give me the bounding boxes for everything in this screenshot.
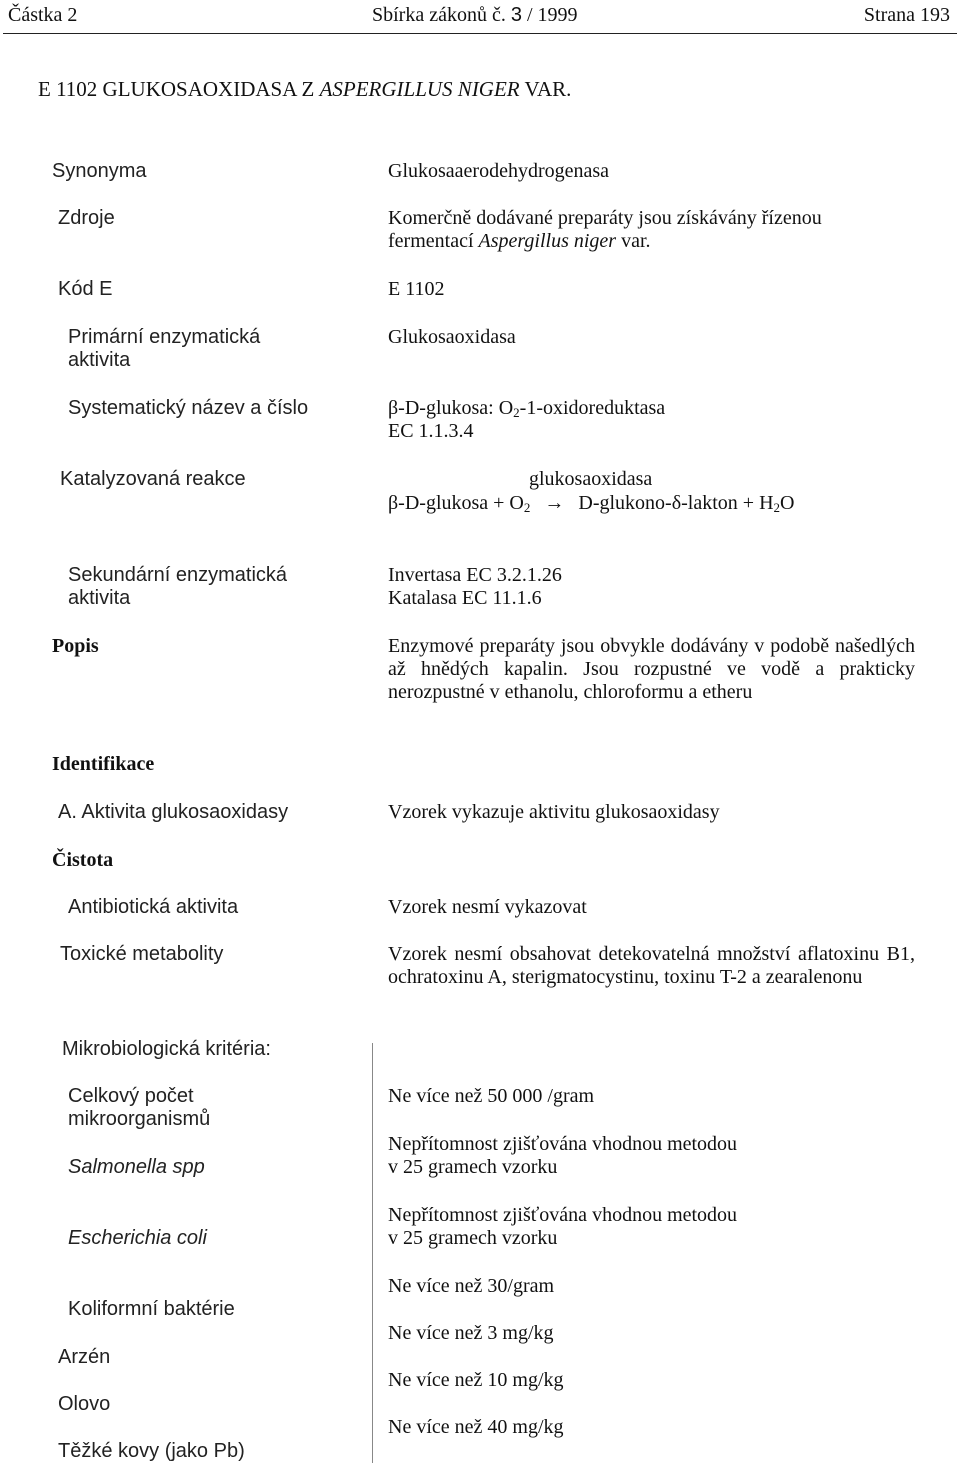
header-collection-suffix: / 1999: [521, 4, 578, 26]
toxicke-label: Toxické metabolity: [60, 943, 224, 965]
systematicky-value: [388, 397, 665, 420]
toxicke-value: Vzorek nesmí obsahovat detekovatelná množství aflatoxinu B1, ochratoxinu A, sterigmatocystinu, toxinu T-2 a zearalenonu: [388, 943, 915, 988]
primarni-label-line2: aktivita: [68, 349, 131, 371]
sekundarni-value-line1: Invertasa EC 3.2.1.26: [388, 564, 562, 586]
olovo-value: Ne více než 10 mg/kg: [388, 1369, 564, 1391]
reakce-equation: [388, 492, 794, 515]
primarni-value: Glukosaoxidasa: [388, 326, 516, 348]
header-rule: [3, 33, 957, 34]
reakce-substrate: β-D-glukosa + O: [388, 492, 524, 514]
popis-value: Enzymové preparáty jsou obvykle dodávány v podobě našedlých až hnědých kapalin. Jsou rozpustné ve vodě a prakticky nerozpustné v ethanolu, chloroformu a etheru: [388, 635, 915, 703]
celkovy-label-line2: mikroorganismů: [68, 1108, 211, 1130]
celkovy-value: Ne více než 50 000 /gram: [388, 1085, 595, 1107]
reakce-sub-a: 2: [523, 500, 531, 515]
antibioticka-label: Antibiotická aktivita: [68, 896, 239, 918]
ecoli-value-line1: Nepřítomnost zjišťována vhodnou metodou: [388, 1204, 738, 1226]
zdroje-label: Zdroje: [58, 207, 115, 229]
ecoli-label: Escherichia coli: [68, 1227, 207, 1249]
zdroje-value-line2: [388, 230, 651, 253]
arzen-label: Arzén: [58, 1346, 111, 1368]
column-divider: [372, 1043, 373, 1463]
document-title: [38, 78, 571, 101]
systematicky-name-a: β-D-glukosa: O: [388, 397, 514, 419]
sekundarni-value-line2: Katalasa EC 11.1.6: [388, 587, 542, 609]
synonyma-value: Glukosaaerodehydrogenasa: [388, 160, 610, 182]
aktivita-value: Vzorek vykazuje aktivitu glukosaoxidasy: [388, 801, 720, 823]
systematicky-label: Systematický název a číslo: [68, 397, 309, 419]
header-collection-prefix: Sbírka zákonů č.: [372, 4, 511, 26]
primarni-label-line1: Primární enzymatická: [68, 326, 261, 348]
tezke-label: Těžké kovy (jako Pb): [58, 1440, 245, 1462]
salmonella-value-line1: Nepřítomnost zjišťována vhodnou metodou: [388, 1133, 738, 1155]
header-collection-number: 3: [510, 4, 522, 26]
systematicky-name-b: -1-oxidoreduktasa: [519, 397, 666, 419]
sekundarni-label-line2: aktivita: [68, 587, 131, 609]
reakce-product-end: O: [780, 492, 795, 514]
koliformni-value: Ne více než 30/gram: [388, 1275, 555, 1297]
celkovy-label-line1: Celkový počet: [68, 1085, 194, 1107]
zdroje-var: var.: [616, 230, 651, 252]
ecoli-value-line2: v 25 gramech vzorku: [388, 1227, 558, 1249]
reaction-arrow-icon: →: [544, 492, 565, 514]
tezke-value: Ne více než 40 mg/kg: [388, 1416, 564, 1438]
aktivita-label: A. Aktivita glukosaoxidasy: [58, 801, 289, 823]
kod-value: E 1102: [388, 278, 445, 300]
arzen-value: Ne více než 3 mg/kg: [388, 1322, 554, 1344]
antibioticka-value: Vzorek nesmí vykazovat: [388, 896, 587, 918]
salmonella-value-line2: v 25 gramech vzorku: [388, 1156, 558, 1178]
reakce-product: D-glukono-δ-lakton + H: [578, 492, 774, 514]
header-collection: [372, 4, 578, 27]
salmonella-label: Salmonella spp: [68, 1156, 205, 1178]
systematicky-sub: 2: [513, 405, 520, 420]
systematicky-ec: EC 1.1.3.4: [388, 420, 474, 442]
reakce-label: Katalyzovaná reakce: [60, 468, 246, 490]
cistota-heading: Čistota: [52, 849, 114, 871]
title-suffix: VAR.: [519, 77, 572, 101]
zdroje-value-line1: Komerčně dodávané preparáty jsou získávány řízenou: [388, 207, 822, 229]
kod-label: Kód E: [58, 278, 113, 300]
header-page: Strana 193: [863, 4, 950, 26]
zdroje-text: fermentací: [388, 230, 479, 252]
popis-label: Popis: [52, 635, 99, 657]
reakce-sub-b: 2: [773, 500, 781, 515]
header-section: Částka 2: [8, 4, 78, 26]
identifikace-heading: Identifikace: [52, 753, 155, 775]
title-italic: ASPERGILLUS NIGER: [319, 77, 520, 101]
title-prefix: E 1102 GLUKOSAOXIDASA Z: [38, 77, 320, 101]
koliformni-label: Koliformní baktérie: [68, 1298, 235, 1320]
synonyma-label: Synonyma: [52, 160, 147, 182]
zdroje-organism: Aspergillus niger: [478, 230, 617, 252]
reakce-enzyme: glukosaoxidasa: [529, 468, 653, 490]
sekundarni-label-line1: Sekundární enzymatická: [68, 564, 288, 586]
olovo-label: Olovo: [58, 1393, 111, 1415]
mikro-heading: Mikrobiologická kritéria:: [62, 1038, 271, 1060]
